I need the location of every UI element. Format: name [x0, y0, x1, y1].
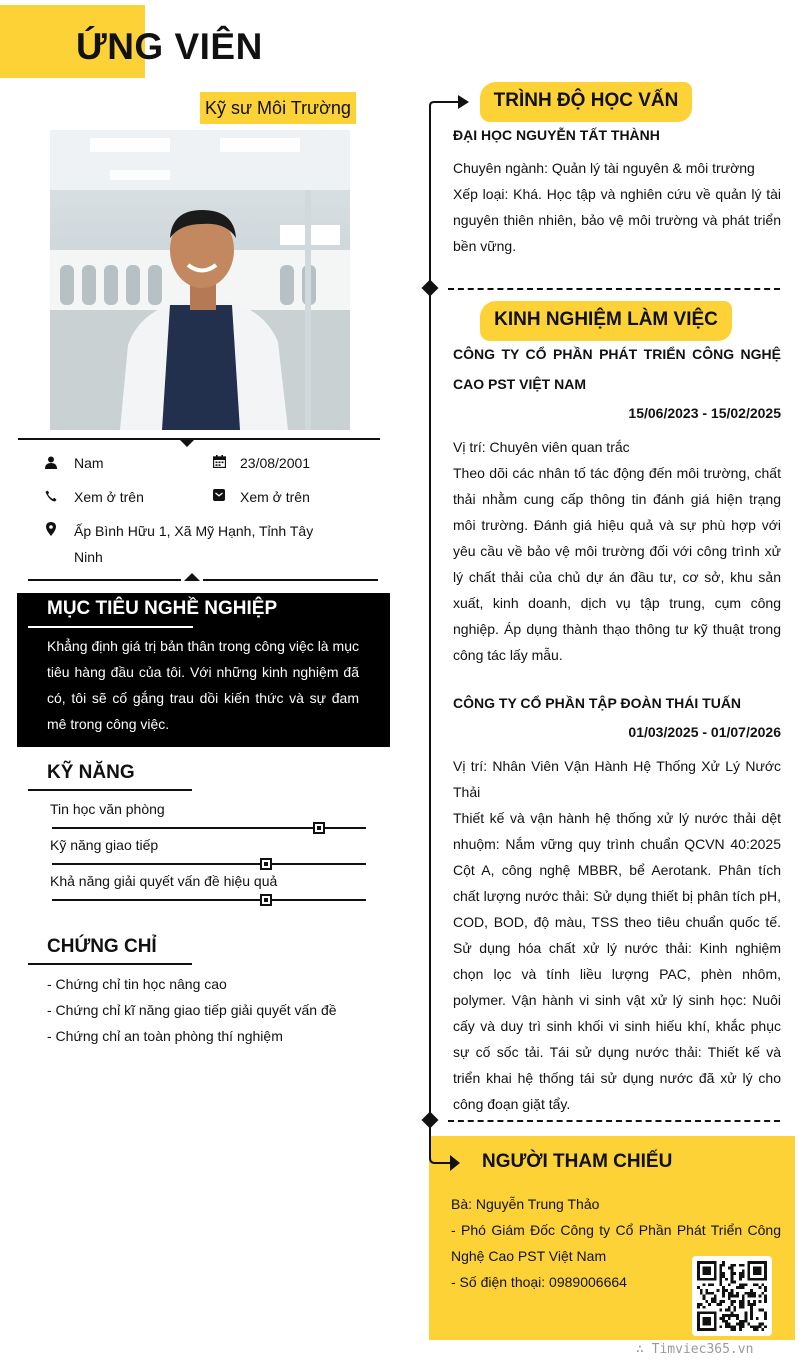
skill-label: Tin học văn phòng: [50, 801, 165, 817]
skill-level-bar: [52, 899, 366, 901]
certificate-item: - Chứng chỉ tin học nâng cao: [47, 976, 227, 992]
certificates-heading-underline: [28, 963, 192, 965]
skill-level-knob: [313, 822, 325, 834]
education-heading: TRÌNH ĐỘ HỌC VẤN: [493, 90, 679, 111]
info-bottom-divider-right: [203, 579, 378, 581]
experience-heading: KINH NGHIỆM LÀM VIỆC: [494, 309, 718, 330]
education-description: Xếp loại: Khá. Học tập và nghiên cứu về quản lý tài nguyên thiên nhiên, bảo vệ môi trường và phát triển bền vững.: [453, 186, 781, 254]
timeline-arrow-bottom: [428, 1134, 464, 1174]
reference-phone: - Số điện thoại: 0989006664: [451, 1274, 627, 1290]
section-divider: [448, 288, 780, 290]
address-line-1: Ấp Bình Hữu 1, Xã Mỹ Hạnh, Tỉnh Tây: [74, 523, 314, 539]
divider-arrow-down: [179, 439, 195, 447]
map-pin-icon: [44, 522, 58, 536]
info-bottom-divider-left: [28, 579, 181, 581]
profile-photo: [50, 130, 350, 430]
job-description: Thiết kế và vận hành hệ thống xử lý nước thải dệt nhuộm: Nắm vững quy trình chuẩn QCVN 40:2025 Cột A, công nghệ MBBR, bể Aerotank. Phân tích chất lượng nước thải: Sử dụng thiết bị phân tích pH, COD, BOD, độ màu, TSS theo tiêu chuẩn quốc tế. Sử dụng hóa chất xử lý nước thải: Kinh nghiệm chọn lọc và tính liều lượng PAC, phèn nhôm, polymer. Vận hành vi sinh vật xử lý sinh học: Nuôi cấy và duy trì sinh khối vi sinh hiếu khí, khắc phục sự cố sốc tải. Tái sử dụng nước thải: Thiết kế và triển khai hệ thống tái sử dụng nước đã xử lý cho công đoạn giặt tẩy.: [453, 810, 781, 1112]
timeline-arrow-top: [428, 92, 472, 116]
job-dates: 15/06/2023 - 15/02/2025: [628, 405, 781, 421]
timeline-diamond: [422, 1112, 439, 1129]
candidate-name: ỨNG VIÊN: [76, 26, 263, 67]
job-description: Theo dõi các nhân tố tác động đến môi trường, chất thải nhằm cung cấp thông tin đánh giá hiện trạng môi trường. Đánh giá hiệu quả và sự phù hợp với yêu cầu về bảo vệ môi trường đối với công trình xử lý chất thải của chủ dự án đầu tư, cơ sở, khu sản xuất, kinh doanh, dịch vụ tập trung, cụm công nghiệp. Áp dụng thành thạo thông tư kỹ thuật trong công tác lấy mẫu.: [453, 465, 781, 663]
skills-heading-underline: [28, 789, 192, 791]
objective-heading: MỤC TIÊU NGHỀ NGHIỆP: [47, 598, 278, 619]
skill-level-knob: [260, 858, 272, 870]
timeline-line: [429, 108, 431, 1154]
qr-code: [692, 1256, 772, 1336]
phone-icon: [44, 489, 58, 503]
divider-arrow-up: [184, 573, 200, 581]
address-line-2: Ninh: [74, 549, 103, 565]
reference-heading: NGƯỜI THAM CHIẾU: [482, 1151, 673, 1172]
skill-label: Kỹ năng giao tiếp: [50, 837, 159, 853]
job-company: CÔNG TY CỔ PHẦN TẬP ĐOÀN THÁI TUẤN: [453, 695, 742, 711]
timeline-diamond: [422, 280, 439, 297]
birthday-value: 23/08/2001: [240, 455, 311, 471]
skill-level-bar: [52, 863, 366, 865]
reference-name: Bà: Nguyễn Trung Thảo: [451, 1196, 600, 1212]
calendar-icon: [212, 454, 226, 468]
certificates-heading: CHỨNG CHỈ: [47, 936, 157, 957]
email-value: Xem ở trên: [240, 489, 310, 505]
job-position: Vị trí: Nhân Viên Vận Hành Hệ Thống Xử Lý Nước Thải: [453, 758, 781, 800]
section-divider: [448, 1120, 780, 1122]
job-title: Kỹ sư Môi Trường: [200, 92, 356, 124]
skill-level-knob: [260, 894, 272, 906]
gender-value: Nam: [74, 455, 104, 471]
info-top-divider: [18, 438, 380, 440]
education-major: Chuyên ngành: Quản lý tài nguyên & môi trường: [453, 160, 755, 176]
skills-heading: KỸ NĂNG: [47, 762, 135, 783]
objective-heading-underline: [28, 626, 193, 628]
certificate-item: - Chứng chỉ kĩ năng giao tiếp giải quyết vấn đề: [47, 1002, 337, 1018]
skill-label: Khả năng giải quyết vấn đề hiệu quả: [50, 873, 278, 889]
job-company: CÔNG TY CỔ PHẦN PHÁT TRIỂN CÔNG NGHỆ CAO PST VIỆT NAM: [453, 346, 781, 392]
objective-text: Khẳng định giá trị bản thân trong công việc là mục tiêu hàng đầu của tôi. Với những kinh nghiệm đã có, tôi sẽ cố gắng trau dồi kiến thức và sự đam mê trong công việc.: [47, 638, 359, 732]
job-dates: 01/03/2025 - 01/07/2026: [628, 724, 781, 740]
reference-role: - Phó Giám Đốc Công ty Cổ Phần Phát Triển Công Nghệ Cao PST Việt Nam: [451, 1222, 781, 1264]
phone-value: Xem ở trên: [74, 489, 144, 505]
user-icon: [44, 455, 58, 469]
watermark: ∴ Timviec365.vn: [636, 1342, 754, 1357]
education-school: ĐẠI HỌC NGUYỄN TẤT THÀNH: [453, 127, 660, 143]
job-position: Vị trí: Chuyên viên quan trắc: [453, 439, 630, 455]
certificate-item: - Chứng chỉ an toàn phòng thí nghiệm: [47, 1028, 283, 1044]
email-icon: [212, 488, 226, 502]
